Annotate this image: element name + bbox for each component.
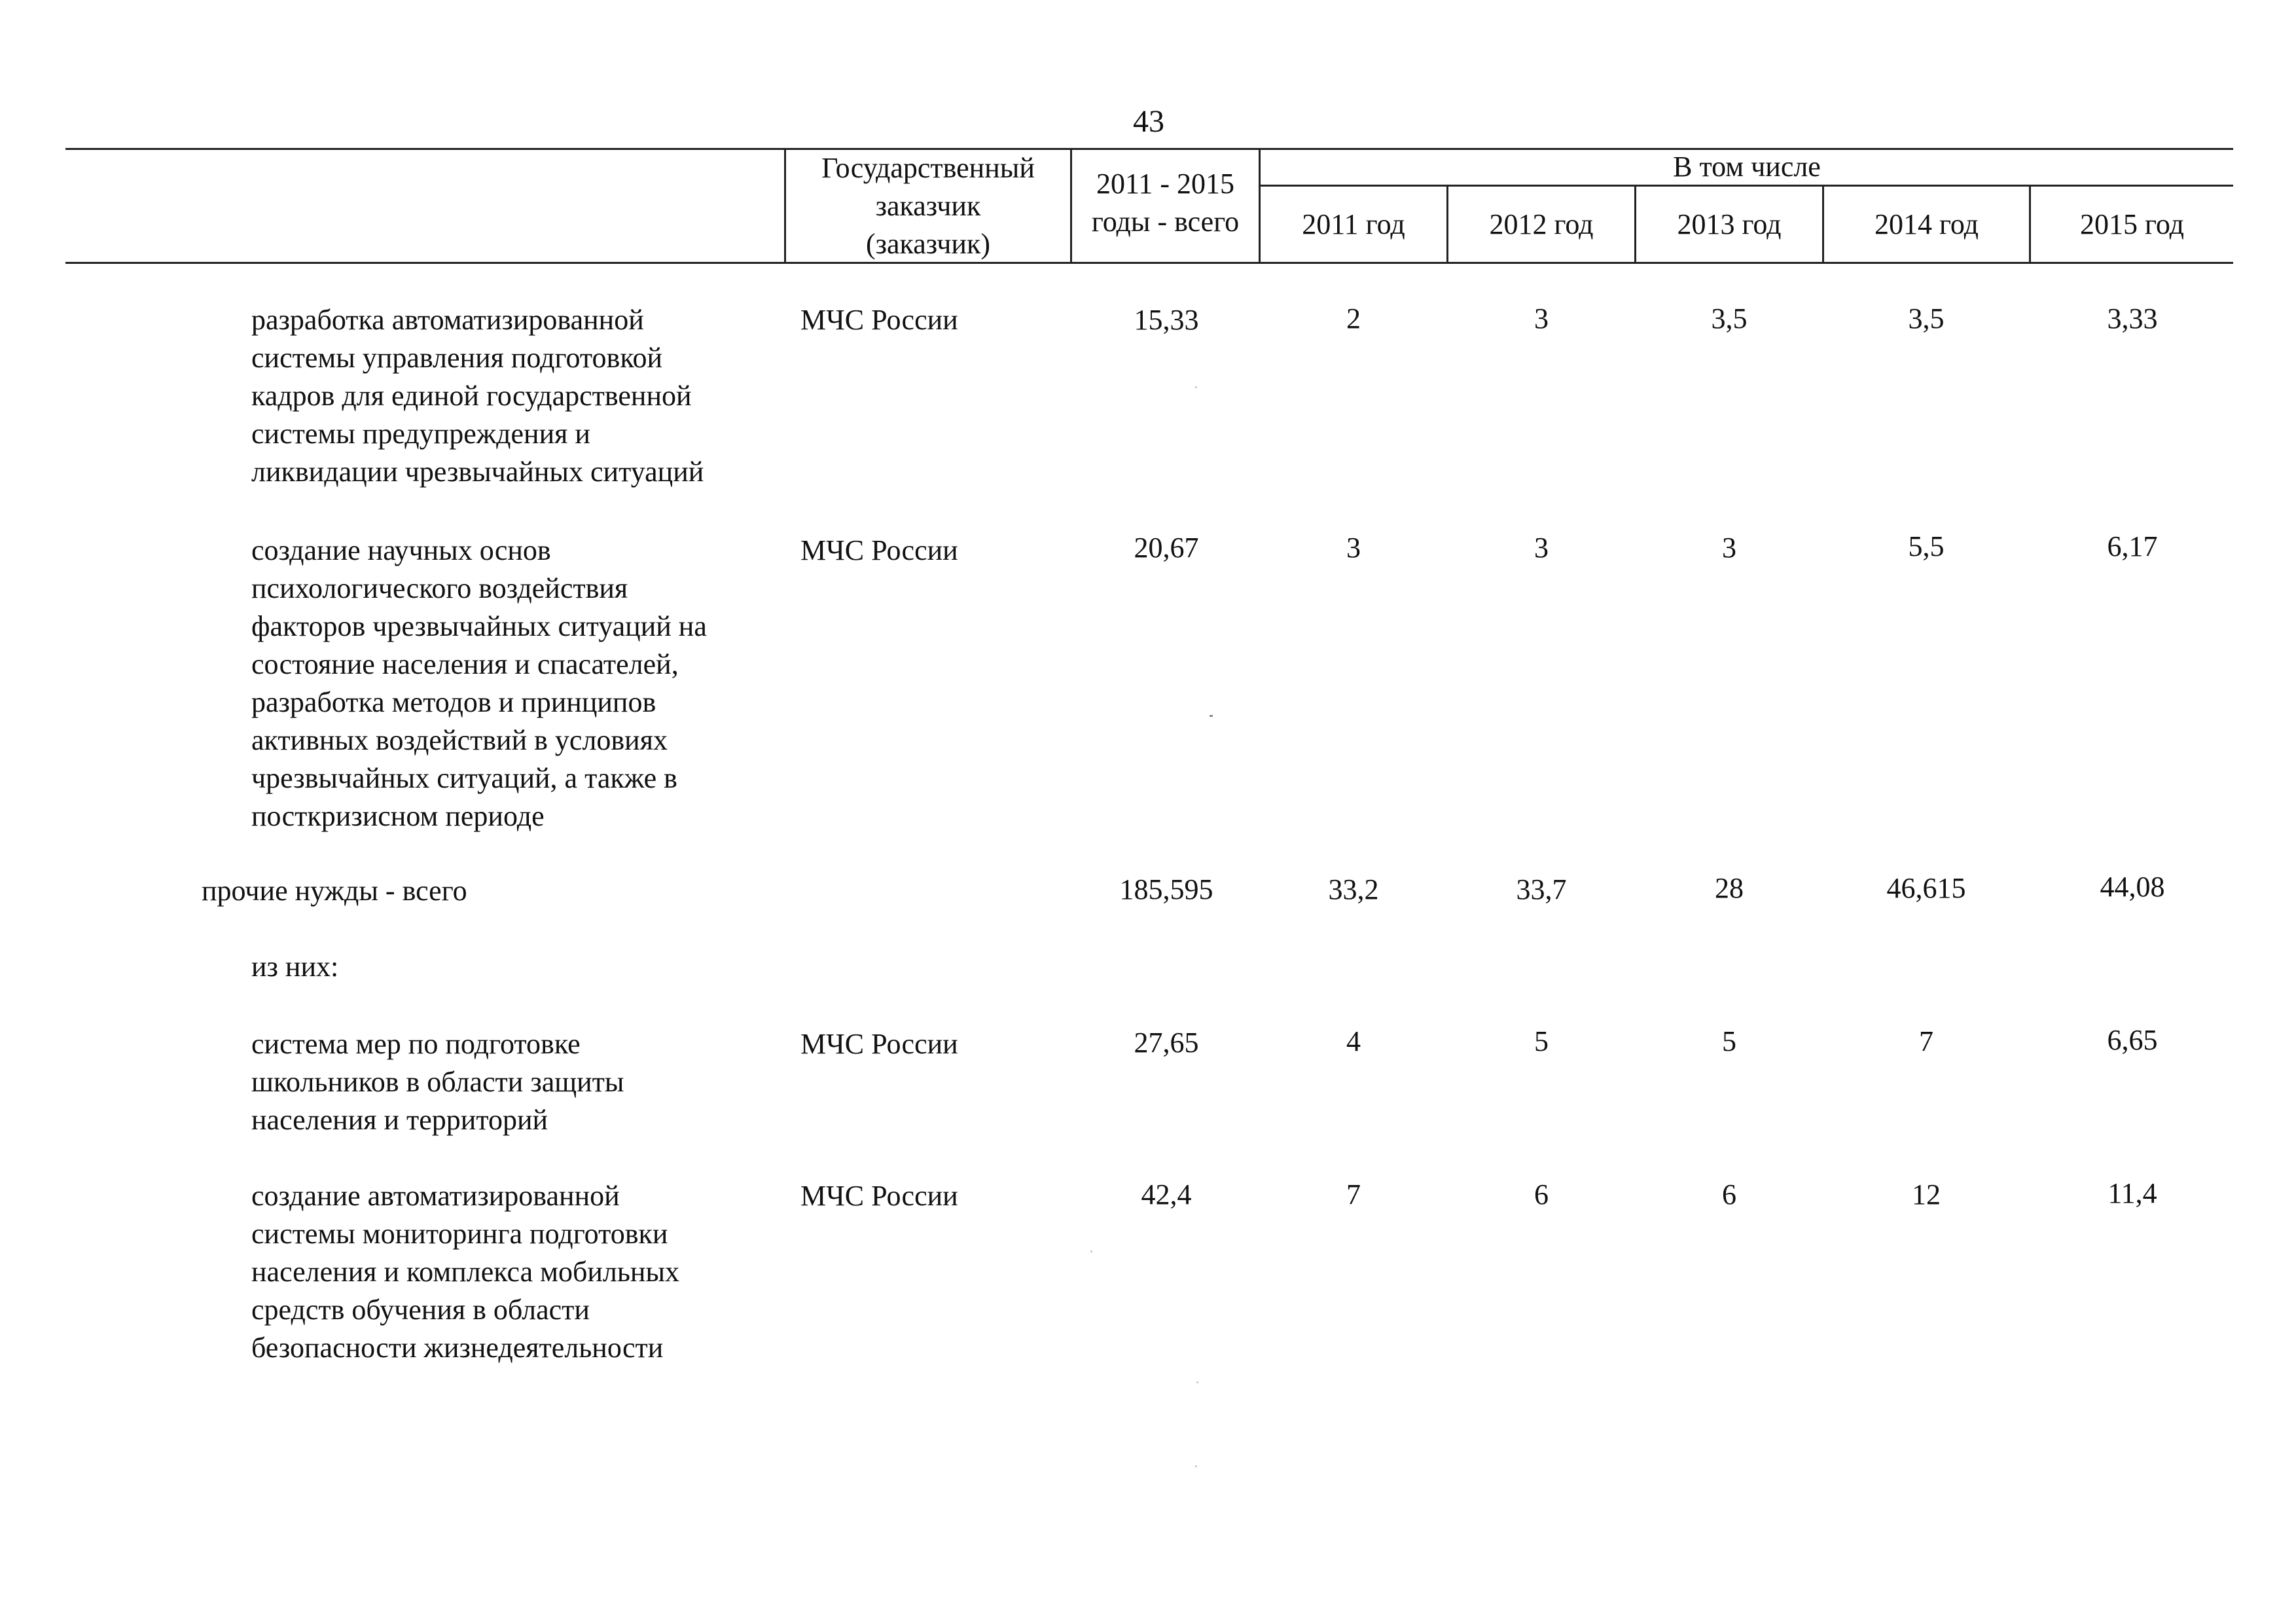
row-description <box>251 301 801 491</box>
header-customer-line: Государственный <box>821 152 1035 184</box>
row-value-2012: 33,7 <box>1516 873 1567 905</box>
row-customer: МЧС России <box>800 1028 958 1060</box>
row-value-2012: 3 <box>1534 532 1549 564</box>
description-line: населения и территорий <box>251 1104 548 1136</box>
row-description <box>251 1177 801 1367</box>
header-customer-line: заказчик <box>875 190 981 222</box>
description-line: состояние населения и спасателей, <box>251 648 679 680</box>
row-value-2014: 12 <box>1912 1178 1941 1211</box>
row-value-2014: 7 <box>1919 1025 1933 1057</box>
row-customer: МЧС России <box>800 1180 958 1212</box>
row-total: 20,67 <box>1134 532 1199 564</box>
row-value-2011: 33,2 <box>1328 873 1379 905</box>
row-value-2014: 46,615 <box>1886 872 1966 904</box>
row-value-2015: 3,33 <box>2107 302 2158 335</box>
description-line: кадров для единой государственной <box>251 380 692 412</box>
row-description <box>251 532 801 835</box>
scan-speck <box>1195 386 1197 388</box>
header-year-2012: 2012 год <box>1489 208 1594 240</box>
header-customer-line: (заказчик) <box>865 228 990 260</box>
description-line: прочие нужды - всего <box>202 875 467 907</box>
row-value-2013: 6 <box>1722 1178 1736 1211</box>
row-value-2012: 3 <box>1534 302 1549 335</box>
page-number: 43 <box>1133 104 1164 139</box>
header-year-2013: 2013 год <box>1677 208 1782 240</box>
header-year-2011: 2011 год <box>1302 208 1405 240</box>
description-line: разработка автоматизированной <box>251 304 644 336</box>
row-customer: МЧС России <box>800 534 958 566</box>
row-value-2015: 6,17 <box>2107 530 2158 562</box>
description-line: создание научных основ <box>251 534 551 566</box>
row-value-2011: 4 <box>1346 1025 1361 1057</box>
scan-speck <box>1090 1250 1092 1252</box>
row-value-2015: 44,08 <box>2100 871 2165 903</box>
description-line: активных воздействий в условиях <box>251 724 668 756</box>
description-line: системы предупреждения и <box>251 418 590 450</box>
description-line: чрезвычайных ситуаций, а также в <box>251 762 677 794</box>
row-description <box>251 948 801 986</box>
header-total-line: годы - всего <box>1091 206 1240 238</box>
header-total-line: 2011 - 2015 <box>1096 168 1235 200</box>
row-total: 15,33 <box>1134 304 1199 336</box>
description-line: создание автоматизированной <box>251 1180 620 1212</box>
row-total: 27,65 <box>1134 1027 1199 1059</box>
row-description <box>202 872 751 910</box>
row-customer: МЧС России <box>800 304 958 336</box>
description-line: ликвидации чрезвычайных ситуаций <box>251 456 704 488</box>
description-line: средств обучения в области <box>251 1294 590 1326</box>
description-line: населения и комплекса мобильных <box>251 1256 680 1288</box>
row-value-2015: 11,4 <box>2108 1177 2157 1209</box>
description-line: школьников в области защиты <box>251 1066 624 1098</box>
header-customer <box>786 149 1070 263</box>
row-value-2013: 3,5 <box>1711 302 1748 335</box>
description-line: психологического воздействия <box>251 572 628 604</box>
header-total <box>1072 165 1259 241</box>
description-line: системы мониторинга подготовки <box>251 1218 668 1250</box>
row-description <box>251 1025 801 1139</box>
header-year-2014: 2014 год <box>1874 208 1979 240</box>
row-value-2014: 3,5 <box>1908 302 1945 335</box>
description-line: посткризисном периоде <box>251 800 545 832</box>
row-value-2011: 2 <box>1346 302 1361 335</box>
row-value-2013: 5 <box>1722 1025 1736 1057</box>
description-line: факторов чрезвычайных ситуаций на <box>251 610 707 642</box>
row-total: 42,4 <box>1141 1178 1192 1211</box>
header-year-2015: 2015 год <box>2079 208 2185 240</box>
description-line: система мер по подготовке <box>251 1028 581 1060</box>
row-value-2013: 28 <box>1715 872 1744 904</box>
row-value-2011: 3 <box>1346 532 1361 564</box>
row-total: 185,595 <box>1119 873 1213 905</box>
row-value-2015: 6,65 <box>2107 1024 2158 1056</box>
row-value-2011: 7 <box>1346 1178 1361 1211</box>
description-line: системы управления подготовкой <box>251 342 663 374</box>
scan-speck <box>1196 1381 1198 1383</box>
scan-speck <box>1195 1465 1197 1467</box>
header-bottom-rule <box>65 262 2233 264</box>
row-value-2012: 5 <box>1534 1025 1549 1057</box>
scan-speck <box>1210 715 1213 717</box>
row-value-2013: 3 <box>1722 532 1736 564</box>
description-line: безопасности жизнедеятельности <box>251 1332 664 1364</box>
description-line: из них: <box>251 951 339 983</box>
header-including: В том числе <box>1673 151 1821 183</box>
row-value-2014: 5,5 <box>1908 530 1945 562</box>
row-value-2012: 6 <box>1534 1178 1549 1211</box>
description-line: разработка методов и принципов <box>251 686 656 718</box>
